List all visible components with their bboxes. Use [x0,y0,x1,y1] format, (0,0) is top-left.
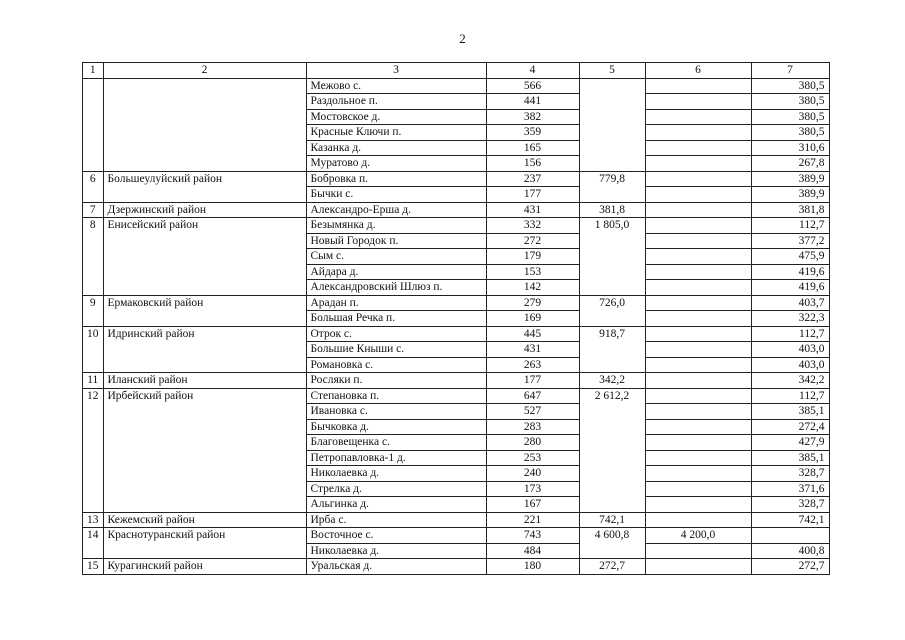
district-total-cell: 918,7 [579,326,645,373]
settlement-cell: Новый Городок п. [306,233,486,249]
amount-cell: 385,1 [751,404,829,420]
population-cell: 272 [486,233,579,249]
district-total-cell [579,78,645,171]
district-total-cell: 1 805,0 [579,218,645,296]
column-6-cell [645,543,751,559]
table-row [83,512,830,528]
amount-cell: 419,6 [751,264,829,280]
settlement-cell: Бычки с. [306,187,486,203]
district-cell [103,78,306,171]
population-cell: 153 [486,264,579,280]
header-cell-6: 6 [645,63,751,79]
header-cell-7: 7 [751,63,829,79]
column-6-cell [645,373,751,389]
amount-cell: 380,5 [751,125,829,141]
population-cell: 283 [486,419,579,435]
column-6-cell [645,156,751,172]
settlement-cell: Альгинка д. [306,497,486,513]
district-cell: Дзержинский район [103,202,306,218]
column-6-cell [645,311,751,327]
amount-cell: 112,7 [751,388,829,404]
column-6-cell [645,388,751,404]
population-cell: 167 [486,497,579,513]
data-table [82,62,830,575]
district-cell: Курагинский район [103,559,306,575]
settlement-cell: Муратово д. [306,156,486,172]
district-total-cell: 272,7 [579,559,645,575]
settlement-cell: Красные Ключи п. [306,125,486,141]
column-6-cell: 4 200,0 [645,528,751,544]
amount-cell: 342,2 [751,373,829,389]
amount-cell: 403,0 [751,357,829,373]
column-6-cell [645,466,751,482]
table-row [83,295,830,311]
table-row [83,171,830,187]
population-cell: 431 [486,202,579,218]
amount-cell: 475,9 [751,249,829,265]
row-number-cell: 6 [83,171,104,202]
header-cell-5: 5 [579,63,645,79]
amount-cell: 371,6 [751,481,829,497]
amount-cell: 389,9 [751,187,829,203]
settlement-cell: Бычковка д. [306,419,486,435]
population-cell: 156 [486,156,579,172]
amount-cell: 381,8 [751,202,829,218]
amount-cell: 389,9 [751,171,829,187]
population-cell: 566 [486,78,579,94]
settlement-cell: Росляки п. [306,373,486,389]
column-6-cell [645,326,751,342]
column-6-cell [645,419,751,435]
amount-cell: 380,5 [751,78,829,94]
population-cell: 221 [486,512,579,528]
settlement-cell: Большие Кныши с. [306,342,486,358]
amount-cell: 112,7 [751,326,829,342]
settlement-cell: Уральская д. [306,559,486,575]
district-total-cell: 779,8 [579,171,645,202]
district-cell: Кежемский район [103,512,306,528]
population-cell: 165 [486,140,579,156]
settlement-cell: Александровский Шлюз п. [306,280,486,296]
district-cell: Большеулуйский район [103,171,306,202]
amount-cell: 272,7 [751,559,829,575]
population-cell: 173 [486,481,579,497]
column-6-cell [645,342,751,358]
settlement-cell: Благовещенка с. [306,435,486,451]
settlement-cell: Восточное с. [306,528,486,544]
population-cell: 142 [486,280,579,296]
amount-cell: 427,9 [751,435,829,451]
settlement-cell: Межово с. [306,78,486,94]
district-total-cell: 742,1 [579,512,645,528]
district-total-cell: 2 612,2 [579,388,645,512]
column-6-cell [645,264,751,280]
table-row [83,326,830,342]
population-cell: 180 [486,559,579,575]
settlement-cell: Степановка п. [306,388,486,404]
population-cell: 237 [486,171,579,187]
settlement-cell: Безымянка д. [306,218,486,234]
amount-cell: 385,1 [751,450,829,466]
population-cell: 527 [486,404,579,420]
district-cell: Иланский район [103,373,306,389]
amount-cell: 742,1 [751,512,829,528]
amount-cell: 272,4 [751,419,829,435]
header-row [83,63,830,79]
settlement-cell: Ивановка с. [306,404,486,420]
population-cell: 743 [486,528,579,544]
population-cell: 431 [486,342,579,358]
district-cell: Енисейский район [103,218,306,296]
population-cell: 169 [486,311,579,327]
district-cell: Краснотуранский район [103,528,306,559]
amount-cell: 403,0 [751,342,829,358]
amount-cell: 400,8 [751,543,829,559]
table-row [83,78,830,94]
settlement-cell: Айдара д. [306,264,486,280]
column-6-cell [645,202,751,218]
column-6-cell [645,187,751,203]
district-total-cell: 726,0 [579,295,645,326]
column-6-cell [645,280,751,296]
amount-cell: 377,2 [751,233,829,249]
settlement-cell: Николаевка д. [306,543,486,559]
column-6-cell [645,450,751,466]
header-cell-3: 3 [306,63,486,79]
page-number: 2 [459,31,466,46]
column-6-cell [645,357,751,373]
table-body [83,63,830,575]
population-cell: 240 [486,466,579,482]
population-cell: 179 [486,249,579,265]
settlement-cell: Мостовское д. [306,109,486,125]
column-6-cell [645,109,751,125]
settlement-cell: Отрок с. [306,326,486,342]
amount-cell: 403,7 [751,295,829,311]
district-cell: Идринский район [103,326,306,373]
district-total-cell: 4 600,8 [579,528,645,559]
column-6-cell [645,218,751,234]
population-cell: 253 [486,450,579,466]
amount-cell: 322,3 [751,311,829,327]
amount-cell: 328,7 [751,497,829,513]
column-6-cell [645,233,751,249]
population-cell: 441 [486,94,579,110]
population-cell: 382 [486,109,579,125]
population-cell: 280 [486,435,579,451]
column-6-cell [645,512,751,528]
amount-cell: 419,6 [751,280,829,296]
district-cell: Ирбейский район [103,388,306,512]
district-cell: Ермаковский район [103,295,306,326]
amount-cell: 112,7 [751,218,829,234]
column-6-cell [645,497,751,513]
row-number-cell: 15 [83,559,104,575]
row-number-cell: 11 [83,373,104,389]
table-row [83,218,830,234]
population-cell: 445 [486,326,579,342]
column-6-cell [645,78,751,94]
column-6-cell [645,94,751,110]
settlement-cell: Александро-Ерша д. [306,202,486,218]
amount-cell: 310,6 [751,140,829,156]
row-number-cell: 13 [83,512,104,528]
settlement-cell: Николаевка д. [306,466,486,482]
column-6-cell [645,140,751,156]
settlement-cell: Ирба с. [306,512,486,528]
settlement-cell: Арадан п. [306,295,486,311]
population-cell: 484 [486,543,579,559]
table-row [83,528,830,544]
population-cell: 177 [486,373,579,389]
settlement-cell: Большая Речка п. [306,311,486,327]
row-number-cell: 12 [83,388,104,512]
amount-cell: 380,5 [751,109,829,125]
header-cell-1: 1 [83,63,104,79]
column-6-cell [645,125,751,141]
table-row [83,388,830,404]
header-cell-2: 2 [103,63,306,79]
amount-cell [751,528,829,544]
column-6-cell [645,249,751,265]
settlement-cell: Романовка с. [306,357,486,373]
population-cell: 263 [486,357,579,373]
row-number-cell: 8 [83,218,104,296]
header-cell-4: 4 [486,63,579,79]
population-cell: 279 [486,295,579,311]
amount-cell: 328,7 [751,466,829,482]
amount-cell: 380,5 [751,94,829,110]
population-cell: 332 [486,218,579,234]
column-6-cell [645,559,751,575]
row-number-cell: 7 [83,202,104,218]
column-6-cell [645,481,751,497]
settlement-cell: Казанка д. [306,140,486,156]
settlement-cell: Петропавловка-1 д. [306,450,486,466]
table-row [83,373,830,389]
district-total-cell: 381,8 [579,202,645,218]
row-number-cell [83,78,104,171]
table-row [83,202,830,218]
row-number-cell: 14 [83,528,104,559]
row-number-cell: 9 [83,295,104,326]
column-6-cell [645,295,751,311]
population-cell: 177 [486,187,579,203]
table-row [83,559,830,575]
district-total-cell: 342,2 [579,373,645,389]
settlement-cell: Бобровка п. [306,171,486,187]
column-6-cell [645,435,751,451]
settlement-cell: Раздольное п. [306,94,486,110]
population-cell: 359 [486,125,579,141]
row-number-cell: 10 [83,326,104,373]
population-cell: 647 [486,388,579,404]
settlement-cell: Сым с. [306,249,486,265]
settlement-cell: Стрелка д. [306,481,486,497]
column-6-cell [645,171,751,187]
amount-cell: 267,8 [751,156,829,172]
column-6-cell [645,404,751,420]
